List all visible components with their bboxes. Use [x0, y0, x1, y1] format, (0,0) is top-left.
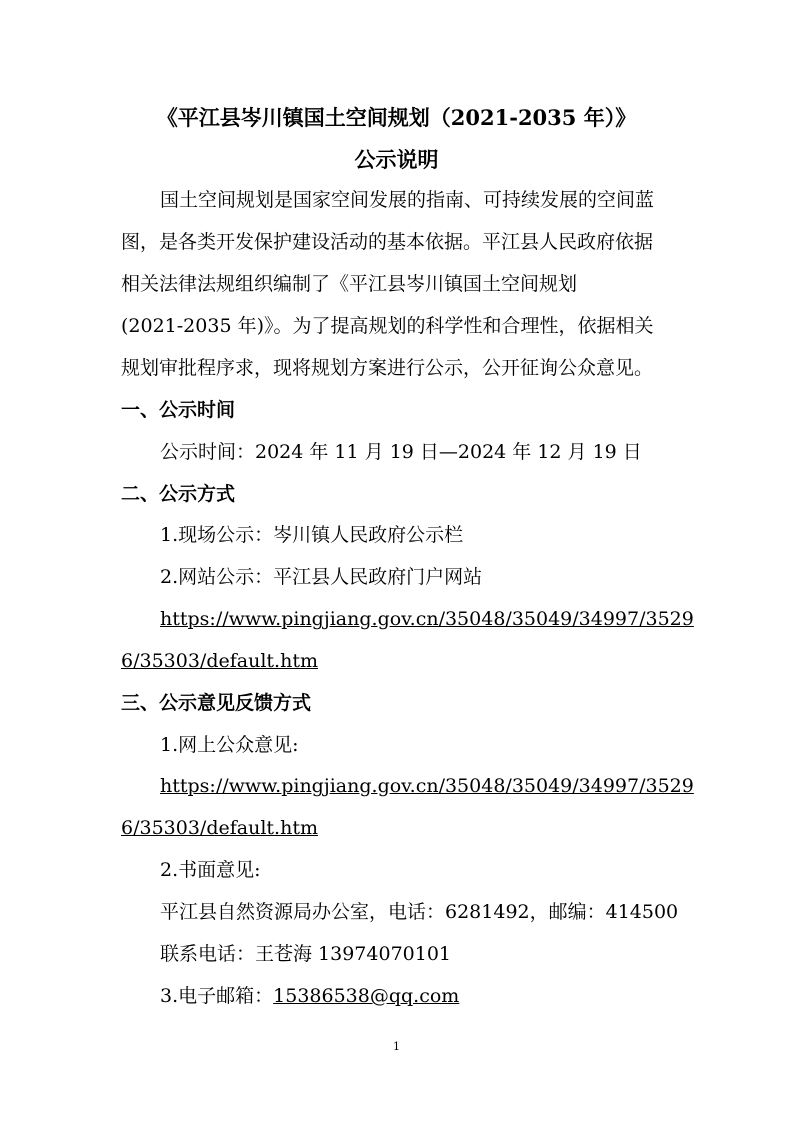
onsite-notice-item: 1.现场公示：岑川镇人民政府公示栏 — [160, 524, 464, 546]
document-subtitle: 公示说明 — [354, 147, 439, 172]
intro-line-2: 图，是各类开发保护建设活动的基本依据。平江县人民政府依据 — [121, 231, 654, 253]
intro-line-4: (2021-2035 年)》。为了提高规划的科学性和合理性，依据相关 — [121, 315, 654, 337]
email-label: 3.电子邮箱： — [160, 985, 274, 1007]
website-url-link[interactable]: https://www.pingjiang.gov.cn/35048/35049/34997/3529 — [160, 608, 694, 630]
written-feedback-item: 2.书面意见: — [160, 859, 261, 881]
section-heading-method: 二、公示方式 — [121, 483, 236, 505]
contact-phone-text: 联系电话：王苍海 13974070101 — [160, 943, 452, 965]
website-url-link-continued[interactable]: 6/35303/default.htm — [121, 650, 318, 672]
website-notice-item: 2.网站公示：平江县人民政府门户网站 — [160, 566, 483, 588]
feedback-url-link-continued[interactable]: 6/35303/default.htm — [121, 817, 318, 839]
page-number: 1 — [393, 1040, 400, 1053]
section-heading-time: 一、公示时间 — [121, 399, 236, 421]
email-item — [160, 982, 459, 1010]
intro-line-5: 规划审批程序求，现将规划方案进行公示，公开征询公众意见。 — [121, 357, 654, 379]
section-heading-feedback: 三、公示意见反馈方式 — [121, 692, 312, 714]
intro-line-1: 国土空间规划是国家空间发展的指南、可持续发展的空间蓝 — [160, 189, 655, 211]
document-title: 《平江县岑川镇国土空间规划（2021-2035 年）》 — [156, 105, 637, 130]
feedback-url-link[interactable]: https://www.pingjiang.gov.cn/35048/35049/34997/3529 — [160, 775, 694, 797]
intro-line-3: 相关法律法规组织编制了《平江县岑川镇国土空间规划 — [121, 273, 578, 295]
email-link[interactable]: 15386538@qq.com — [273, 985, 460, 1007]
online-feedback-item: 1.网上公众意见: — [160, 734, 299, 756]
notice-period-text: 公示时间：2024 年 11 月 19 日—2024 年 12 月 19 日 — [160, 441, 642, 463]
office-address-text: 平江县自然资源局办公室，电话：6281492，邮编：414500 — [160, 901, 679, 923]
